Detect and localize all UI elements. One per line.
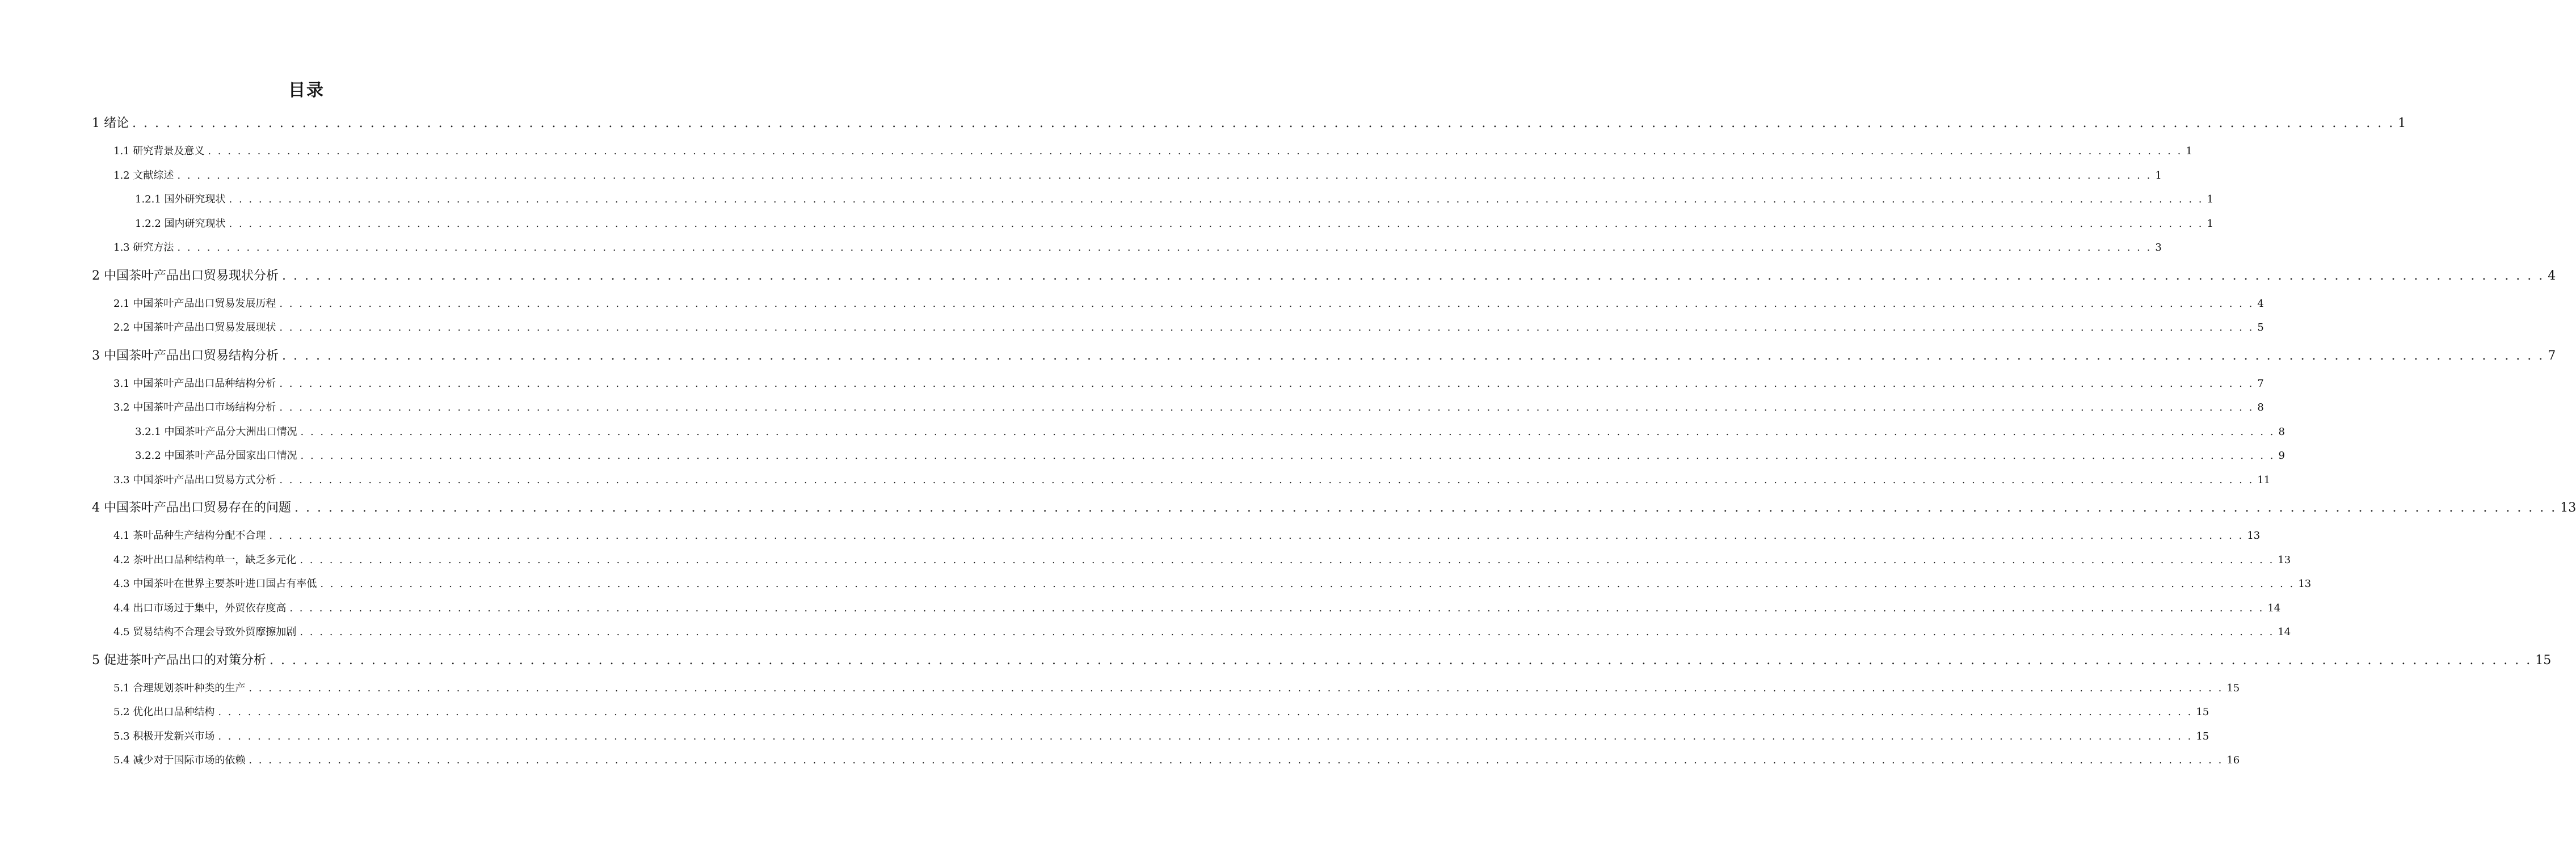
toc-entry[interactable] bbox=[92, 188, 2213, 212]
toc-entry[interactable] bbox=[92, 468, 2271, 493]
toc-entry[interactable] bbox=[92, 677, 2240, 701]
toc-entry[interactable] bbox=[92, 572, 2312, 597]
dot-leader: . . . . . . . . . . . . . . . . . . . . . . . . . . . . . . . . . . . . . . . . . . . . . . . . . . . . . . . . . . . . . . . . . . . . . . . . . . . . . . . . . . . . . . . . . . . . . . . . . . . . . . . . . . . . . . . . . . . . . . . . . . . . . . . . . . . . . . . . . . . . . . . . . . . . . . . . . . . . . . . . . . . . . . . . . . . . . . . . . . . . . . . . . . . . . . . . . . . . . . . . bbox=[132, 116, 2395, 130]
toc-entry-page-number: 11 bbox=[2257, 474, 2271, 486]
toc-entry-label: 1 绪论 bbox=[92, 116, 129, 130]
toc-entry[interactable] bbox=[92, 620, 2291, 645]
toc-entry-label: 5.4 减少对于国际市场的依赖 bbox=[113, 754, 246, 766]
toc-entry-label: 4 中国茶叶产品出口贸易存在的问题 bbox=[92, 501, 291, 515]
dot-leader: . . . . . . . . . . . . . . . . . . . . . . . . . . . . . . . . . . . . . . . . . . . . . . . . . . . . . . . . . . . . . . . . . . . . . . . . . . . . . . . . . . . . . . . . . . . . . . . . . . . . . . . . . . . . . . . . . . . . . . . . . . . . . . . . . . . . . . . . . . . . . . . . . . . . . . . . . . . . . . . . . . . . . . . . . . . . . . . . . . . . . . . . . . . . . . . . . . . . . . . . bbox=[279, 402, 2254, 413]
dot-leader: . . . . . . . . . . . . . . . . . . . . . . . . . . . . . . . . . . . . . . . . . . . . . . . . . . . . . . . . . . . . . . . . . . . . . . . . . . . . . . . . . . . . . . . . . . . . . . . . . . . . . . . . . . . . . . . . . . . . . . . . . . . . . . . . . . . . . . . . . . . . . . . . . . . . . . . . . . . . . . . . . . . . . . . . . . . . . . . . . . . . . . . . . . . . . . . . . . . . . . . . bbox=[279, 474, 2254, 486]
toc-entry[interactable] bbox=[92, 372, 2264, 396]
dot-leader: . . . . . . . . . . . . . . . . . . . . . . . . . . . . . . . . . . . . . . . . . . . . . . . . . . . . . . . . . . . . . . . . . . . . . . . . . . . . . . . . . . . . . . . . . . . . . . . . . . . . . . . . . . . . . . . . . . . . . . . . . . . . . . . . . . . . . . . . . . . . . . . . . . . . . . . . . . . . . . . . . . . . . . . . . . . . . . . . . . . . . . . . . . . . . . . . . . . . . . . . bbox=[249, 754, 2224, 766]
toc-entry[interactable] bbox=[92, 260, 2556, 292]
toc-entry-page-number: 15 bbox=[2196, 706, 2209, 718]
toc-entry[interactable] bbox=[92, 108, 2406, 140]
toc-entry[interactable] bbox=[92, 396, 2264, 420]
toc-entry[interactable] bbox=[92, 725, 2209, 749]
toc-entry-page-number: 13 bbox=[2298, 578, 2312, 590]
toc-entry-page-number: 16 bbox=[2226, 754, 2240, 766]
dot-leader: . . . . . . . . . . . . . . . . . . . . . . . . . . . . . . . . . . . . . . . . . . . . . . . . . . . . . . . . . . . . . . . . . . . . . . . . . . . . . . . . . . . . . . . . . . . . . . . . . . . . . . . . . . . . . . . . . . . . . . . . . . . . . . . . . . . . . . . . . . . . . . . . . . . . . . . . . . . . . . . . . . . . . . . . . . . . . . . . . . . . . . . . . . . . . . . . . . . . . . . . bbox=[300, 450, 2275, 462]
toc-entry-page-number: 15 bbox=[2535, 653, 2552, 668]
toc-entry-page-number: 7 bbox=[2257, 377, 2264, 390]
toc-entry-page-number: 8 bbox=[2257, 402, 2264, 413]
toc-entry-page-number: 4 bbox=[2257, 297, 2264, 310]
toc-entry[interactable] bbox=[92, 700, 2209, 725]
dot-leader: . . . . . . . . . . . . . . . . . . . . . . . . . . . . . . . . . . . . . . . . . . . . . . . . . . . . . . . . . . . . . . . . . . . . . . . . . . . . . . . . . . . . . . . . . . . . . . . . . . . . . . . . . . . . . . . . . . . . . . . . . . . . . . . . . . . . . . . . . . . . . . . . . . . . . . . . . . . . . . . . . . . . . . . . . . . . . . . . . . . . . . . . . . . . . . . . . . . . . . . . bbox=[279, 322, 2254, 333]
toc-entry-label: 4.2 茶叶出口品种结构单一，缺乏多元化 bbox=[113, 554, 297, 566]
toc-entry-page-number: 15 bbox=[2196, 730, 2209, 742]
toc-entry-page-number: 7 bbox=[2548, 348, 2556, 363]
dot-leader: . . . . . . . . . . . . . . . . . . . . . . . . . . . . . . . . . . . . . . . . . . . . . . . . . . . . . . . . . . . . . . . . . . . . . . . . . . . . . . . . . . . . . . . . . . . . . . . . . . . . . . . . . . . . . . . . . . . . . . . . . . . . . . . . . . . . . . . . . . . . . . . . . . . . . . . . . . . . . . . . . . . . . . . . . . . . . . . . . . . . . . . . . . . . . . . . . . . . . . . . bbox=[270, 653, 2532, 668]
dot-leader: . . . . . . . . . . . . . . . . . . . . . . . . . . . . . . . . . . . . . . . . . . . . . . . . . . . . . . . . . . . . . . . . . . . . . . . . . . . . . . . . . . . . . . . . . . . . . . . . . . . . . . . . . . . . . . . . . . . . . . . . . . . . . . . . . . . . . . . . . . . . . . . . . . . . . . . . . . . . . . . . . . . . . . . . . . . . . . . . . . . . . . . . . . . . . . . . . . . . . . . . bbox=[294, 501, 2557, 515]
toc-entry[interactable] bbox=[92, 212, 2213, 236]
dot-leader: . . . . . . . . . . . . . . . . . . . . . . . . . . . . . . . . . . . . . . . . . . . . . . . . . . . . . . . . . . . . . . . . . . . . . . . . . . . . . . . . . . . . . . . . . . . . . . . . . . . . . . . . . . . . . . . . . . . . . . . . . . . . . . . . . . . . . . . . . . . . . . . . . . . . . . . . . . . . . . . . . . . . . . . . . . . . . . . . . . . . . . . . . . . . . . . . . . . . . . . . bbox=[282, 268, 2545, 283]
dot-leader: . . . . . . . . . . . . . . . . . . . . . . . . . . . . . . . . . . . . . . . . . . . . . . . . . . . . . . . . . . . . . . . . . . . . . . . . . . . . . . . . . . . . . . . . . . . . . . . . . . . . . . . . . . . . . . . . . . . . . . . . . . . . . . . . . . . . . . . . . . . . . . . . . . . . . . . . . . . . . . . . . . . . . . . . . . . . . . . . . . . . . . . . . . . . . . . . . . . . . . . . bbox=[218, 730, 2193, 742]
toc-entry[interactable] bbox=[92, 524, 2261, 548]
toc-entry-label: 1.3 研究方法 bbox=[113, 242, 174, 254]
toc-entry-label: 4.3 中国茶叶在世界主要茶叶进口国占有率低 bbox=[113, 578, 317, 590]
dot-leader: . . . . . . . . . . . . . . . . . . . . . . . . . . . . . . . . . . . . . . . . . . . . . . . . . . . . . . . . . . . . . . . . . . . . . . . . . . . . . . . . . . . . . . . . . . . . . . . . . . . . . . . . . . . . . . . . . . . . . . . . . . . . . . . . . . . . . . . . . . . . . . . . . . . . . . . . . . . . . . . . . . . . . . . . . . . . . . . . . . . . . . . . . . . . . . . . . . . . . . . . bbox=[177, 169, 2152, 181]
toc-entry[interactable] bbox=[92, 292, 2264, 316]
toc-entry[interactable] bbox=[92, 340, 2556, 372]
toc-entry-label: 2.2 中国茶叶产品出口贸易发展现状 bbox=[113, 322, 276, 333]
toc-entry-label: 5 促进茶叶产品出口的对策分析 bbox=[92, 653, 266, 668]
dot-leader: . . . . . . . . . . . . . . . . . . . . . . . . . . . . . . . . . . . . . . . . . . . . . . . . . . . . . . . . . . . . . . . . . . . . . . . . . . . . . . . . . . . . . . . . . . . . . . . . . . . . . . . . . . . . . . . . . . . . . . . . . . . . . . . . . . . . . . . . . . . . . . . . . . . . . . . . . . . . . . . . . . . . . . . . . . . . . . . . . . . . . . . . . . . . . . . . . . . . . . . . bbox=[300, 554, 2275, 566]
toc-entry-label: 3.3 中国茶叶产品出口贸易方式分析 bbox=[113, 474, 276, 486]
dot-leader: . . . . . . . . . . . . . . . . . . . . . . . . . . . . . . . . . . . . . . . . . . . . . . . . . . . . . . . . . . . . . . . . . . . . . . . . . . . . . . . . . . . . . . . . . . . . . . . . . . . . . . . . . . . . . . . . . . . . . . . . . . . . . . . . . . . . . . . . . . . . . . . . . . . . . . . . . . . . . . . . . . . . . . . . . . . . . . . . . . . . . . . . . . . . . . . . . . . . . . . . bbox=[289, 602, 2264, 614]
toc-entry-label: 3.2.2 中国茶叶产品分国家出口情况 bbox=[135, 450, 297, 462]
toc-entry-label: 4.1 茶叶品种生产结构分配不合理 bbox=[113, 530, 266, 542]
toc-entry-page-number: 3 bbox=[2155, 242, 2162, 254]
toc-entry[interactable] bbox=[92, 645, 2552, 677]
dot-leader: . . . . . . . . . . . . . . . . . . . . . . . . . . . . . . . . . . . . . . . . . . . . . . . . . . . . . . . . . . . . . . . . . . . . . . . . . . . . . . . . . . . . . . . . . . . . . . . . . . . . . . . . . . . . . . . . . . . . . . . . . . . . . . . . . . . . . . . . . . . . . . . . . . . . . . . . . . . . . . . . . . . . . . . . . . . . . . . . . . . . . . . . . . . . . . . . . . . . . . . . bbox=[249, 682, 2224, 694]
dot-leader: . . . . . . . . . . . . . . . . . . . . . . . . . . . . . . . . . . . . . . . . . . . . . . . . . . . . . . . . . . . . . . . . . . . . . . . . . . . . . . . . . . . . . . . . . . . . . . . . . . . . . . . . . . . . . . . . . . . . . . . . . . . . . . . . . . . . . . . . . . . . . . . . . . . . . . . . . . . . . . . . . . . . . . . . . . . . . . . . . . . . . . . . . . . . . . . . . . . . . . . . bbox=[279, 297, 2254, 310]
toc-entry-page-number: 15 bbox=[2226, 682, 2240, 694]
toc-entry[interactable] bbox=[92, 164, 2162, 188]
dot-leader: . . . . . . . . . . . . . . . . . . . . . . . . . . . . . . . . . . . . . . . . . . . . . . . . . . . . . . . . . . . . . . . . . . . . . . . . . . . . . . . . . . . . . . . . . . . . . . . . . . . . . . . . . . . . . . . . . . . . . . . . . . . . . . . . . . . . . . . . . . . . . . . . . . . . . . . . . . . . . . . . . . . . . . . . . . . . . . . . . . . . . . . . . . . . . . . . . . . . . . . . bbox=[229, 193, 2204, 205]
toc-entry-page-number: 1 bbox=[2398, 116, 2406, 130]
toc-entry-page-number: 14 bbox=[2267, 602, 2281, 614]
toc-entry-page-number: 13 bbox=[2560, 501, 2576, 515]
toc-entry-label: 5.3 积极开发新兴市场 bbox=[113, 730, 215, 742]
toc-entry[interactable] bbox=[92, 492, 2576, 524]
dot-leader: . . . . . . . . . . . . . . . . . . . . . . . . . . . . . . . . . . . . . . . . . . . . . . . . . . . . . . . . . . . . . . . . . . . . . . . . . . . . . . . . . . . . . . . . . . . . . . . . . . . . . . . . . . . . . . . . . . . . . . . . . . . . . . . . . . . . . . . . . . . . . . . . . . . . . . . . . . . . . . . . . . . . . . . . . . . . . . . . . . . . . . . . . . . . . . . . . . . . . . . . bbox=[218, 706, 2193, 718]
toc-entry-label: 4.5 贸易结构不合理会导致外贸摩擦加剧 bbox=[113, 626, 297, 638]
toc-entry-page-number: 1 bbox=[2186, 145, 2192, 157]
dot-leader: . . . . . . . . . . . . . . . . . . . . . . . . . . . . . . . . . . . . . . . . . . . . . . . . . . . . . . . . . . . . . . . . . . . . . . . . . . . . . . . . . . . . . . . . . . . . . . . . . . . . . . . . . . . . . . . . . . . . . . . . . . . . . . . . . . . . . . . . . . . . . . . . . . . . . . . . . . . . . . . . . . . . . . . . . . . . . . . . . . . . . . . . . . . . . . . . . . . . . . . . bbox=[269, 530, 2244, 542]
toc-entry[interactable] bbox=[92, 597, 2281, 621]
toc-entry-label: 1.1 研究背景及意义 bbox=[113, 145, 205, 157]
toc-entry-label: 3.1 中国茶叶产品出口品种结构分析 bbox=[113, 377, 276, 390]
toc-entry[interactable] bbox=[92, 444, 2285, 468]
toc-entry-label: 2 中国茶叶产品出口贸易现状分析 bbox=[92, 268, 279, 283]
toc-entry-page-number: 1 bbox=[2207, 193, 2213, 205]
toc-entry[interactable] bbox=[92, 140, 2192, 164]
toc-entry-label: 4.4 出口市场过于集中，外贸依存度高 bbox=[113, 602, 287, 614]
page-title: 目录 bbox=[288, 81, 325, 100]
toc-entry-label: 3.2.1 中国茶叶产品分大洲出口情况 bbox=[135, 425, 297, 438]
toc-entry[interactable] bbox=[92, 749, 2240, 773]
toc-entry-label: 3.2 中国茶叶产品出口市场结构分析 bbox=[113, 402, 276, 413]
dot-leader: . . . . . . . . . . . . . . . . . . . . . . . . . . . . . . . . . . . . . . . . . . . . . . . . . . . . . . . . . . . . . . . . . . . . . . . . . . . . . . . . . . . . . . . . . . . . . . . . . . . . . . . . . . . . . . . . . . . . . . . . . . . . . . . . . . . . . . . . . . . . . . . . . . . . . . . . . . . . . . . . . . . . . . . . . . . . . . . . . . . . . . . . . . . . . . . . . . . . . . . . bbox=[282, 348, 2545, 363]
toc-entry-label: 1.2.1 国外研究现状 bbox=[135, 193, 226, 205]
table-of-contents bbox=[92, 108, 2576, 773]
toc-entry-page-number: 1 bbox=[2155, 169, 2162, 181]
toc-entry-page-number: 8 bbox=[2278, 425, 2285, 438]
dot-leader: . . . . . . . . . . . . . . . . . . . . . . . . . . . . . . . . . . . . . . . . . . . . . . . . . . . . . . . . . . . . . . . . . . . . . . . . . . . . . . . . . . . . . . . . . . . . . . . . . . . . . . . . . . . . . . . . . . . . . . . . . . . . . . . . . . . . . . . . . . . . . . . . . . . . . . . . . . . . . . . . . . . . . . . . . . . . . . . . . . . . . . . . . . . . . . . . . . . . . . . . bbox=[177, 242, 2152, 254]
toc-entry-page-number: 14 bbox=[2278, 626, 2291, 638]
toc-entry-label: 1.2 文献综述 bbox=[113, 169, 174, 181]
toc-entry-page-number: 9 bbox=[2278, 450, 2285, 462]
dot-leader: . . . . . . . . . . . . . . . . . . . . . . . . . . . . . . . . . . . . . . . . . . . . . . . . . . . . . . . . . . . . . . . . . . . . . . . . . . . . . . . . . . . . . . . . . . . . . . . . . . . . . . . . . . . . . . . . . . . . . . . . . . . . . . . . . . . . . . . . . . . . . . . . . . . . . . . . . . . . . . . . . . . . . . . . . . . . . . . . . . . . . . . . . . . . . . . . . . . . . . . . bbox=[300, 425, 2275, 438]
toc-entry[interactable] bbox=[92, 236, 2162, 260]
toc-entry-page-number: 13 bbox=[2247, 530, 2261, 542]
toc-entry[interactable] bbox=[92, 316, 2264, 340]
toc-entry[interactable] bbox=[92, 548, 2291, 573]
toc-entry-page-number: 4 bbox=[2548, 268, 2556, 283]
dot-leader: . . . . . . . . . . . . . . . . . . . . . . . . . . . . . . . . . . . . . . . . . . . . . . . . . . . . . . . . . . . . . . . . . . . . . . . . . . . . . . . . . . . . . . . . . . . . . . . . . . . . . . . . . . . . . . . . . . . . . . . . . . . . . . . . . . . . . . . . . . . . . . . . . . . . . . . . . . . . . . . . . . . . . . . . . . . . . . . . . . . . . . . . . . . . . . . . . . . . . . . . bbox=[229, 217, 2204, 230]
toc-entry-label: 3 中国茶叶产品出口贸易结构分析 bbox=[92, 348, 279, 363]
dot-leader: . . . . . . . . . . . . . . . . . . . . . . . . . . . . . . . . . . . . . . . . . . . . . . . . . . . . . . . . . . . . . . . . . . . . . . . . . . . . . . . . . . . . . . . . . . . . . . . . . . . . . . . . . . . . . . . . . . . . . . . . . . . . . . . . . . . . . . . . . . . . . . . . . . . . . . . . . . . . . . . . . . . . . . . . . . . . . . . . . . . . . . . . . . . . . . . . . . . . . . . . bbox=[300, 626, 2275, 638]
toc-entry-page-number: 1 bbox=[2207, 217, 2213, 230]
toc-entry-label: 2.1 中国茶叶产品出口贸易发展历程 bbox=[113, 297, 276, 310]
toc-entry-page-number: 13 bbox=[2278, 554, 2291, 566]
toc-entry-label: 1.2.2 国内研究现状 bbox=[135, 217, 226, 230]
toc-entry-label: 5.1 合理规划茶叶种类的生产 bbox=[113, 682, 246, 694]
dot-leader: . . . . . . . . . . . . . . . . . . . . . . . . . . . . . . . . . . . . . . . . . . . . . . . . . . . . . . . . . . . . . . . . . . . . . . . . . . . . . . . . . . . . . . . . . . . . . . . . . . . . . . . . . . . . . . . . . . . . . . . . . . . . . . . . . . . . . . . . . . . . . . . . . . . . . . . . . . . . . . . . . . . . . . . . . . . . . . . . . . . . . . . . . . . . . . . . . . . . . . . . bbox=[208, 145, 2183, 157]
toc-entry-label: 5.2 优化出口品种结构 bbox=[113, 706, 215, 718]
toc-entry-page-number: 5 bbox=[2257, 322, 2264, 333]
toc-entry[interactable] bbox=[92, 420, 2285, 445]
dot-leader: . . . . . . . . . . . . . . . . . . . . . . . . . . . . . . . . . . . . . . . . . . . . . . . . . . . . . . . . . . . . . . . . . . . . . . . . . . . . . . . . . . . . . . . . . . . . . . . . . . . . . . . . . . . . . . . . . . . . . . . . . . . . . . . . . . . . . . . . . . . . . . . . . . . . . . . . . . . . . . . . . . . . . . . . . . . . . . . . . . . . . . . . . . . . . . . . . . . . . . . . bbox=[320, 578, 2295, 590]
dot-leader: . . . . . . . . . . . . . . . . . . . . . . . . . . . . . . . . . . . . . . . . . . . . . . . . . . . . . . . . . . . . . . . . . . . . . . . . . . . . . . . . . . . . . . . . . . . . . . . . . . . . . . . . . . . . . . . . . . . . . . . . . . . . . . . . . . . . . . . . . . . . . . . . . . . . . . . . . . . . . . . . . . . . . . . . . . . . . . . . . . . . . . . . . . . . . . . . . . . . . . . . bbox=[279, 377, 2254, 390]
